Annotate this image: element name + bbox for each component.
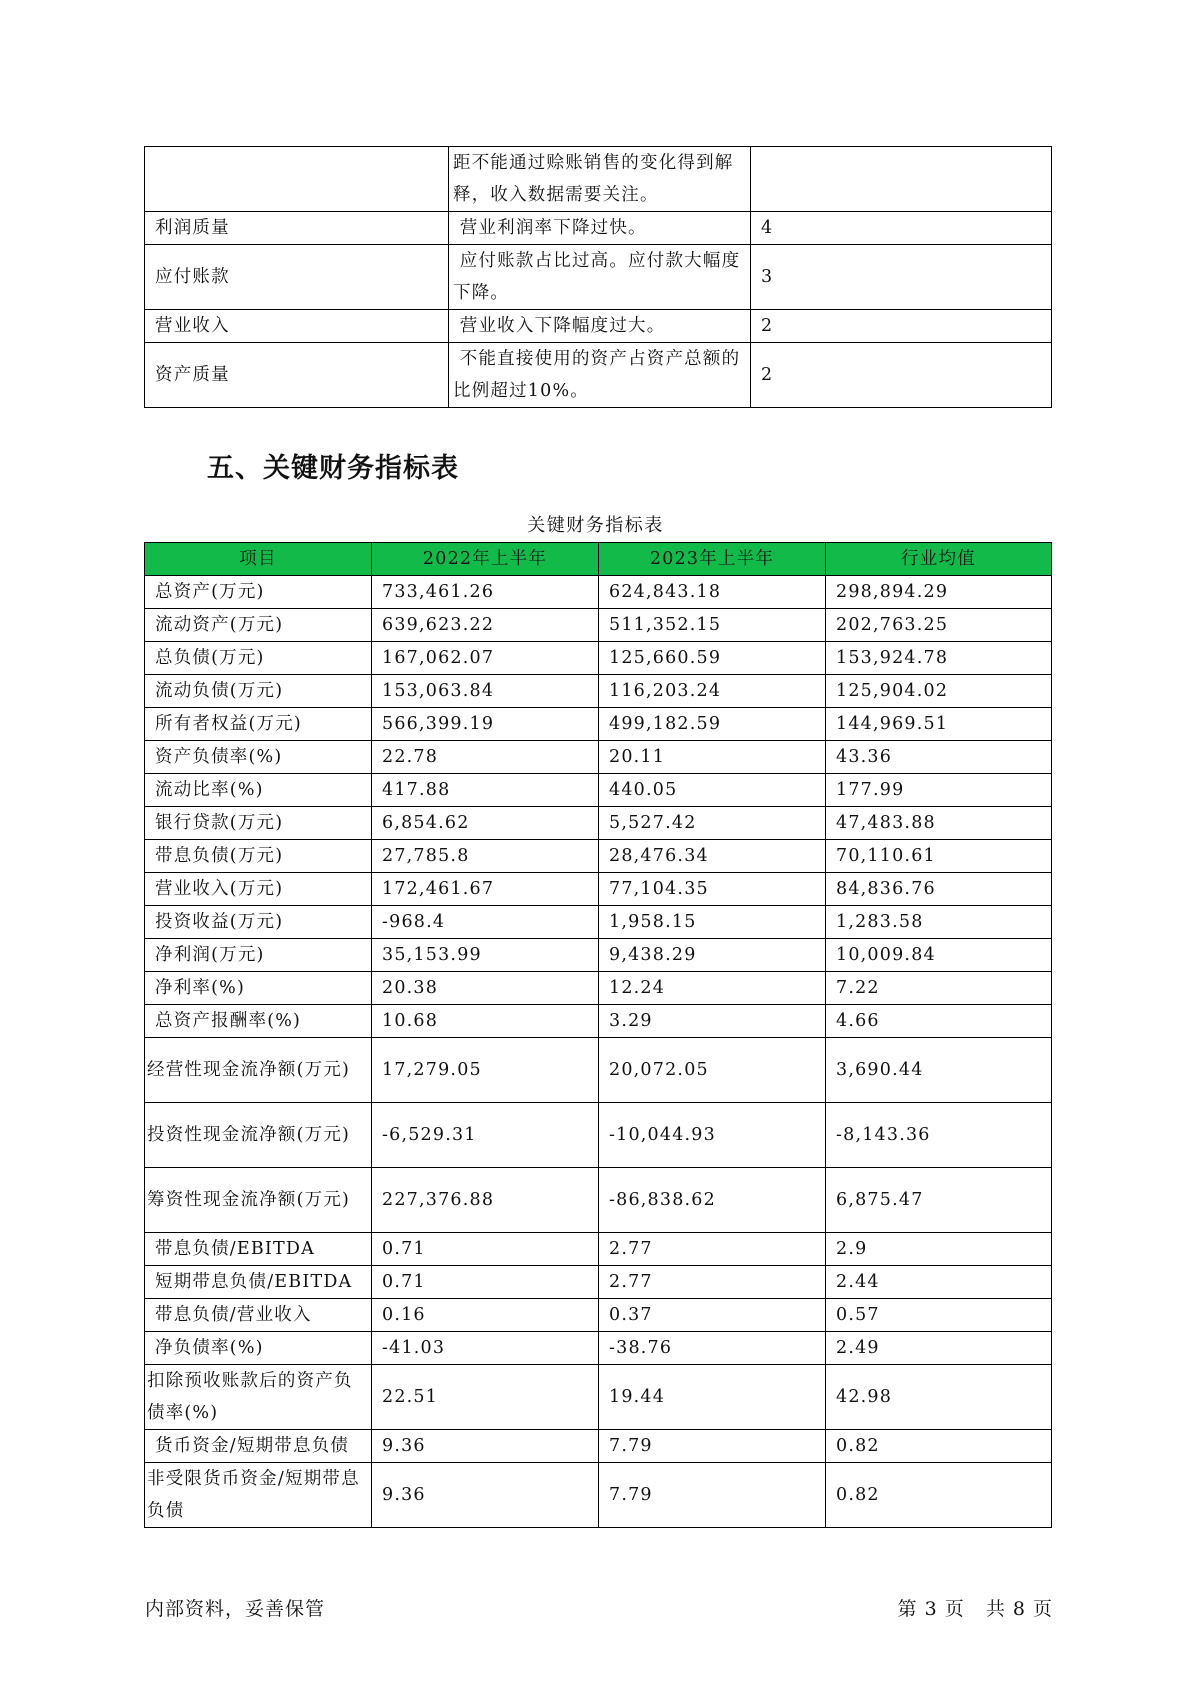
value-industry-average: 4.66	[826, 1005, 1052, 1038]
table-row	[145, 906, 1052, 939]
table-row	[145, 741, 1052, 774]
value-2022: 227,376.88	[372, 1168, 599, 1233]
value-2023: 7.79	[599, 1463, 826, 1528]
table-row	[145, 1038, 1052, 1103]
indicator-name: 带息负债/EBITDA	[145, 1233, 372, 1266]
column-header-industry: 行业均值	[826, 543, 1052, 576]
table-row	[145, 147, 1052, 212]
value-2023: 499,182.59	[599, 708, 826, 741]
table-row	[145, 1463, 1052, 1528]
value-industry-average: 47,483.88	[826, 807, 1052, 840]
indicator-name: 非受限货币资金/短期带息负债	[145, 1463, 372, 1528]
risk-category: 资产质量	[145, 343, 449, 408]
value-industry-average: 0.82	[826, 1430, 1052, 1463]
value-2023: 3.29	[599, 1005, 826, 1038]
value-industry-average: 2.9	[826, 1233, 1052, 1266]
indicator-name: 所有者权益(万元)	[145, 708, 372, 741]
risk-category	[145, 147, 449, 212]
value-2022: -968.4	[372, 906, 599, 939]
risk-description: 营业收入下降幅度过大。	[449, 310, 751, 343]
risk-score: 3	[751, 245, 1052, 310]
value-industry-average: 177.99	[826, 774, 1052, 807]
value-industry-average: 70,110.61	[826, 840, 1052, 873]
table-row	[145, 939, 1052, 972]
indicator-name: 筹资性现金流净额(万元)	[145, 1168, 372, 1233]
table-row	[145, 1299, 1052, 1332]
value-industry-average: 3,690.44	[826, 1038, 1052, 1103]
risk-score: 2	[751, 343, 1052, 408]
indicator-name: 流动负债(万元)	[145, 675, 372, 708]
risk-category: 营业收入	[145, 310, 449, 343]
table-header-row	[145, 543, 1052, 576]
value-2023: 19.44	[599, 1365, 826, 1430]
value-2022: 6,854.62	[372, 807, 599, 840]
risk-description: 营业利润率下降过快。	[449, 212, 751, 245]
indicator-name: 流动比率(%)	[145, 774, 372, 807]
value-industry-average: 144,969.51	[826, 708, 1052, 741]
table-row	[145, 1168, 1052, 1233]
value-industry-average: 6,875.47	[826, 1168, 1052, 1233]
table-row	[145, 774, 1052, 807]
table-row	[145, 212, 1052, 245]
risk-table	[144, 146, 1052, 408]
value-2022: 0.16	[372, 1299, 599, 1332]
indicator-name: 流动资产(万元)	[145, 609, 372, 642]
table-row	[145, 1233, 1052, 1266]
table-row	[145, 840, 1052, 873]
table-row	[145, 245, 1052, 310]
table-row	[145, 310, 1052, 343]
table-row	[145, 609, 1052, 642]
risk-score	[751, 147, 1052, 212]
value-industry-average: 10,009.84	[826, 939, 1052, 972]
column-header-2023: 2023年上半年	[599, 543, 826, 576]
value-industry-average: -8,143.36	[826, 1103, 1052, 1168]
value-2023: 1,958.15	[599, 906, 826, 939]
value-2023: 2.77	[599, 1233, 826, 1266]
value-industry-average: 0.57	[826, 1299, 1052, 1332]
value-2022: 733,461.26	[372, 576, 599, 609]
indicator-name: 经营性现金流净额(万元)	[145, 1038, 372, 1103]
risk-score: 2	[751, 310, 1052, 343]
value-2023: 12.24	[599, 972, 826, 1005]
value-industry-average: 43.36	[826, 741, 1052, 774]
table-row	[145, 972, 1052, 1005]
value-2023: 9,438.29	[599, 939, 826, 972]
risk-category: 利润质量	[145, 212, 449, 245]
indicator-name: 净负债率(%)	[145, 1332, 372, 1365]
value-2023: 77,104.35	[599, 873, 826, 906]
table-row	[145, 343, 1052, 408]
table-row	[145, 807, 1052, 840]
value-industry-average: 7.22	[826, 972, 1052, 1005]
value-2023: 7.79	[599, 1430, 826, 1463]
table-row	[145, 1005, 1052, 1038]
indicator-name: 投资收益(万元)	[145, 906, 372, 939]
indicator-name: 营业收入(万元)	[145, 873, 372, 906]
value-2022: 10.68	[372, 1005, 599, 1038]
value-2022: 417.88	[372, 774, 599, 807]
value-2022: 17,279.05	[372, 1038, 599, 1103]
value-2023: 20,072.05	[599, 1038, 826, 1103]
value-2022: 0.71	[372, 1266, 599, 1299]
value-industry-average: 42.98	[826, 1365, 1052, 1430]
indicator-name: 总资产(万元)	[145, 576, 372, 609]
value-2023: 440.05	[599, 774, 826, 807]
value-2022: 35,153.99	[372, 939, 599, 972]
value-industry-average: 298,894.29	[826, 576, 1052, 609]
value-2022: 9.36	[372, 1463, 599, 1528]
value-2023: 28,476.34	[599, 840, 826, 873]
value-2023: -10,044.93	[599, 1103, 826, 1168]
table-row	[145, 1266, 1052, 1299]
table-row	[145, 1365, 1052, 1430]
value-2022: 9.36	[372, 1430, 599, 1463]
indicator-name: 货币资金/短期带息负债	[145, 1430, 372, 1463]
footer-page-number: 第 3 页 共 8 页	[897, 1598, 1053, 1620]
value-2022: 167,062.07	[372, 642, 599, 675]
risk-description: 应付账款占比过高。应付款大幅度下降。	[449, 245, 751, 310]
value-2022: 22.78	[372, 741, 599, 774]
value-2022: 153,063.84	[372, 675, 599, 708]
value-2022: 172,461.67	[372, 873, 599, 906]
value-2022: 20.38	[372, 972, 599, 1005]
indicator-name: 带息负债(万元)	[145, 840, 372, 873]
financial-indicators-table	[144, 542, 1052, 1528]
value-2023: 0.37	[599, 1299, 826, 1332]
value-2023: 125,660.59	[599, 642, 826, 675]
value-2022: 566,399.19	[372, 708, 599, 741]
table-row	[145, 576, 1052, 609]
column-header-2022: 2022年上半年	[372, 543, 599, 576]
indicator-name: 资产负债率(%)	[145, 741, 372, 774]
value-2023: 20.11	[599, 741, 826, 774]
value-2023: 5,527.42	[599, 807, 826, 840]
value-2023: 116,203.24	[599, 675, 826, 708]
table-row	[145, 1332, 1052, 1365]
indicator-name: 净利润(万元)	[145, 939, 372, 972]
table-row	[145, 1103, 1052, 1168]
indicator-name: 总资产报酬率(%)	[145, 1005, 372, 1038]
table-row	[145, 1430, 1052, 1463]
value-industry-average: 153,924.78	[826, 642, 1052, 675]
value-2022: 0.71	[372, 1233, 599, 1266]
table-row	[145, 675, 1052, 708]
value-2022: -6,529.31	[372, 1103, 599, 1168]
indicator-name: 净利率(%)	[145, 972, 372, 1005]
indicator-name: 总负债(万元)	[145, 642, 372, 675]
table-caption: 关键财务指标表	[527, 515, 664, 536]
table-row	[145, 708, 1052, 741]
indicator-name: 短期带息负债/EBITDA	[145, 1266, 372, 1299]
value-2023: 2.77	[599, 1266, 826, 1299]
indicator-name: 投资性现金流净额(万元)	[145, 1103, 372, 1168]
value-industry-average: 125,904.02	[826, 675, 1052, 708]
column-header-item: 项目	[145, 543, 372, 576]
risk-description: 不能直接使用的资产占资产总额的比例超过10%。	[449, 343, 751, 408]
value-industry-average: 0.82	[826, 1463, 1052, 1528]
indicator-name: 扣除预收账款后的资产负债率(%)	[145, 1365, 372, 1430]
table-row	[145, 873, 1052, 906]
value-2023: -38.76	[599, 1332, 826, 1365]
value-industry-average: 84,836.76	[826, 873, 1052, 906]
value-industry-average: 2.49	[826, 1332, 1052, 1365]
financial-table-body	[145, 576, 1052, 1528]
value-2022: 22.51	[372, 1365, 599, 1430]
value-2023: 511,352.15	[599, 609, 826, 642]
value-2023: 624,843.18	[599, 576, 826, 609]
value-industry-average: 2.44	[826, 1266, 1052, 1299]
footer-confidential-note: 内部资料，妥善保管	[145, 1598, 326, 1620]
value-2022: 27,785.8	[372, 840, 599, 873]
table-row	[145, 642, 1052, 675]
indicator-name: 银行贷款(万元)	[145, 807, 372, 840]
risk-score: 4	[751, 212, 1052, 245]
risk-description: 距不能通过赊账销售的变化得到解释，收入数据需要关注。	[449, 147, 751, 212]
value-2023: -86,838.62	[599, 1168, 826, 1233]
indicator-name: 带息负债/营业收入	[145, 1299, 372, 1332]
value-2022: 639,623.22	[372, 609, 599, 642]
risk-category: 应付账款	[145, 245, 449, 310]
value-industry-average: 202,763.25	[826, 609, 1052, 642]
section-heading: 五、关键财务指标表	[207, 453, 459, 484]
value-2022: -41.03	[372, 1332, 599, 1365]
value-industry-average: 1,283.58	[826, 906, 1052, 939]
